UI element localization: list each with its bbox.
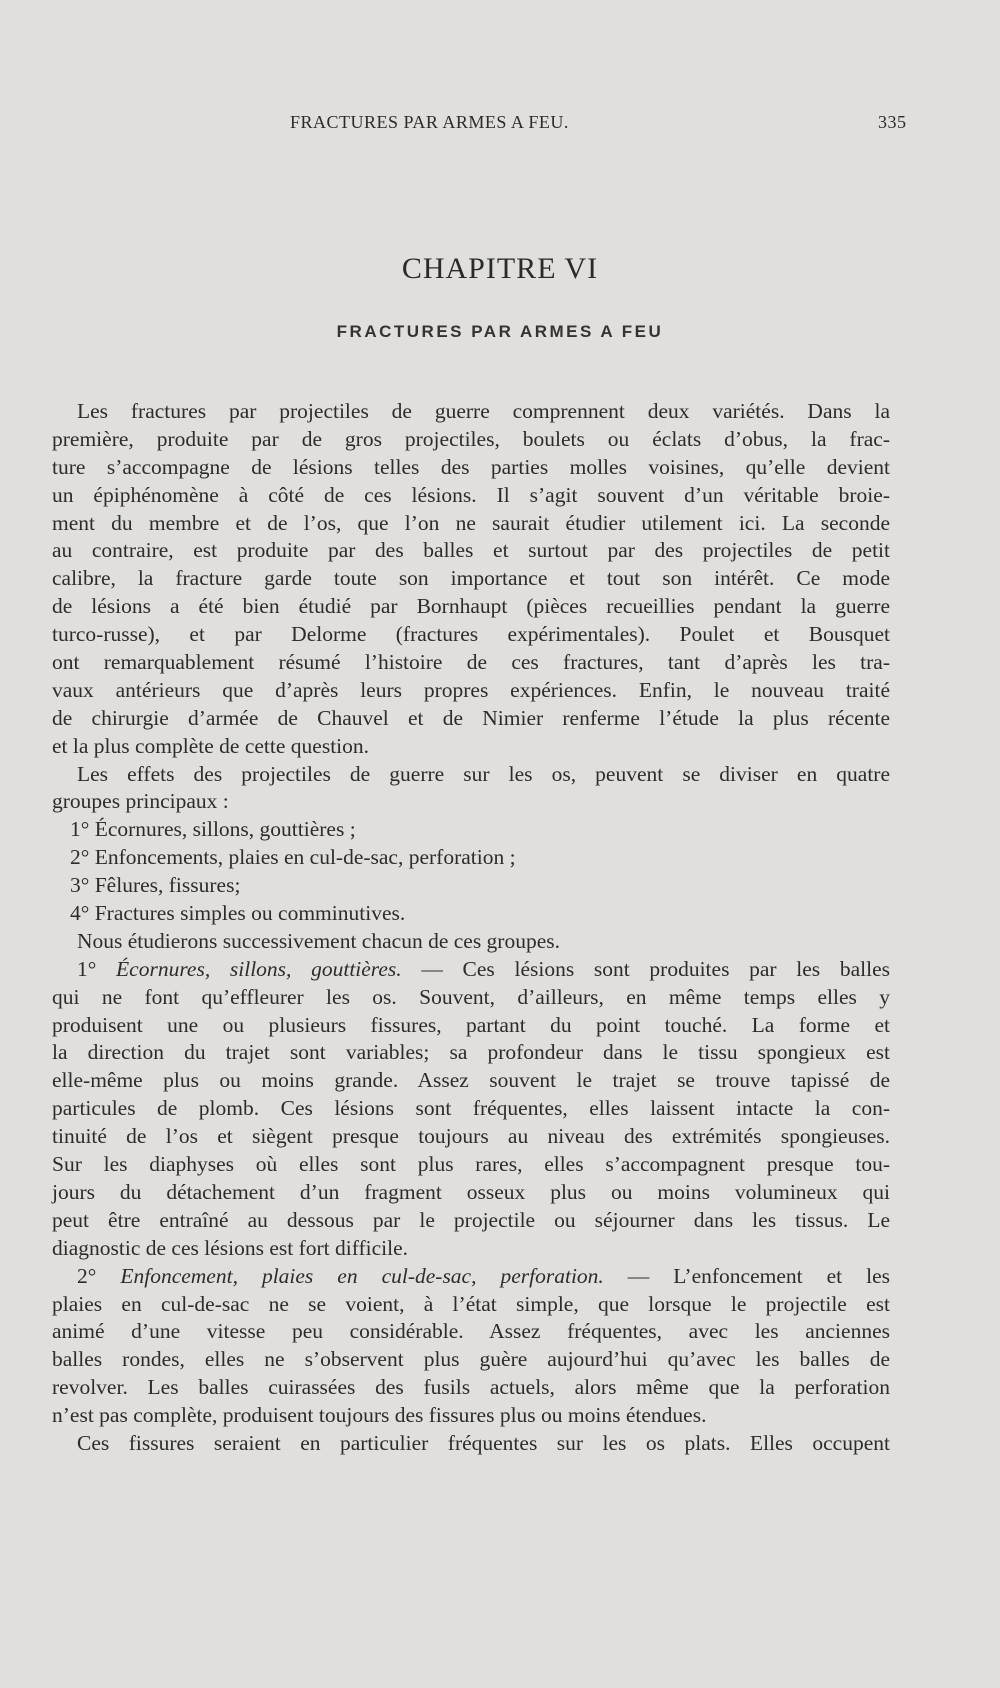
body-text — [52, 398, 890, 1458]
text-line: calibre, la fracture garde toute son importance et tout son intérêt. Ce mode — [52, 566, 890, 591]
text-line — [52, 956, 890, 984]
text-line: 1° Écornures, sillons, gouttières ; — [70, 817, 356, 842]
line-continuation: — L’enfoncement et les — [603, 1263, 890, 1288]
running-head — [0, 112, 1000, 138]
text-line: tinuité de l’os et siègent presque toujours au niveau des extrémités spongieuses. — [52, 1124, 890, 1149]
text-line: la direction du trajet sont variables; sa profondeur dans le tissu spongieux est — [52, 1040, 890, 1065]
text-line: Les effets des projectiles de guerre sur les os, peuvent se diviser en quatre — [77, 761, 890, 786]
text-line: diagnostic de ces lésions est fort difficile. — [52, 1235, 409, 1260]
text-line: de lésions a été bien étudié par Bornhaupt (pièces recueillies pendant la guerre — [52, 594, 890, 619]
text-line: elle-même plus ou moins grande. Assez souvent le trajet se trouve tapissé de — [52, 1068, 890, 1093]
text-line: de chirurgie d’armée de Chauvel et de Nimier renferme l’étude la plus récente — [52, 705, 890, 730]
text-line: balles rondes, elles ne s’observent plus guère aujourd’hui qu’avec les balles de — [52, 1347, 890, 1372]
text-line: produisent une ou plusieurs fissures, partant du point touché. La forme et — [52, 1012, 890, 1037]
text-line: 4° Fractures simples ou comminutives. — [70, 901, 406, 926]
text-line: Nous étudierons successivement chacun de ces groupes. — [77, 928, 561, 953]
running-title: FRACTURES PAR ARMES A FEU. — [290, 112, 569, 132]
line-continuation: — Ces lésions sont produites par les balles — [401, 956, 890, 981]
text-line: revolver. Les balles cuirassées des fusils actuels, alors même que la perforation — [52, 1375, 890, 1400]
text-line: Ces fissures seraient en particulier fréquentes sur les os plats. Elles occupent — [77, 1430, 890, 1455]
text-line: animé d’une vitesse peu considérable. Assez fréquentes, avec les anciennes — [52, 1319, 890, 1344]
section-heading-italic: Enfoncement, plaies en cul-de-sac, perforation. — [120, 1263, 604, 1288]
text-line: et la plus complète de cette question. — [52, 733, 370, 758]
text-line: un épiphénomène à côté de ces lésions. Il s’agit souvent d’un véritable broie- — [52, 482, 890, 507]
text-line: Sur les diaphyses où elles sont plus rares, elles s’accompagnent presque tou- — [52, 1152, 890, 1177]
text-line: au contraire, est produite par des balles et surtout par des projectiles de petit — [52, 538, 890, 563]
text-line — [52, 1263, 890, 1291]
text-line: n’est pas complète, produisent toujours des fissures plus ou moins étendues. — [52, 1403, 707, 1428]
page-number: 335 — [878, 112, 907, 132]
text-line: groupes principaux : — [52, 789, 229, 814]
text-line: ture s’accompagne de lésions telles des parties molles voisines, qu’elle devient — [52, 454, 890, 479]
text-line: jours du détachement d’un fragment osseux plus ou moins volumineux qui — [52, 1179, 890, 1204]
text-line: 3° Fêlures, fissures; — [70, 873, 241, 898]
line-prefix: 2° — [77, 1263, 121, 1288]
chapter-subtitle: FRACTURES PAR ARMES A FEU — [336, 322, 664, 341]
text-line: Les fractures par projectiles de guerre comprennent deux variétés. Dans la — [77, 399, 890, 423]
text-line: particules de plomb. Ces lésions sont fréquentes, elles laissent intacte la con- — [52, 1096, 890, 1121]
text-line: qui ne font qu’effleurer les os. Souvent, d’ailleurs, en même temps elles y — [52, 984, 890, 1009]
text-line: 2° Enfoncements, plaies en cul-de-sac, perforation ; — [70, 845, 516, 870]
line-prefix: 1° — [77, 956, 117, 981]
text-line: première, produite par de gros projectiles, boulets ou éclats d’obus, la frac- — [52, 426, 890, 451]
section-heading-italic: Écornures, sillons, gouttières. — [116, 956, 402, 981]
chapter-title: CHAPITRE VI — [401, 252, 599, 285]
text-line: turco-russe), et par Delorme (fractures expérimentales). Poulet et Bousquet — [52, 622, 890, 647]
text-line: plaies en cul-de-sac ne se voient, à l’état simple, que lorsque le projectile est — [52, 1291, 890, 1316]
text-line: peut être entraîné au dessous par le projectile ou séjourner dans les tissus. Le — [52, 1207, 890, 1232]
text-line: vaux antérieurs que d’après leurs propres expériences. Enfin, le nouveau traité — [52, 677, 890, 702]
text-line: ment du membre et de l’os, que l’on ne saurait étudier utilement ici. La seconde — [52, 510, 890, 535]
text-line: ont remarquablement résumé l’histoire de ces fractures, tant d’après les tra- — [52, 650, 890, 675]
